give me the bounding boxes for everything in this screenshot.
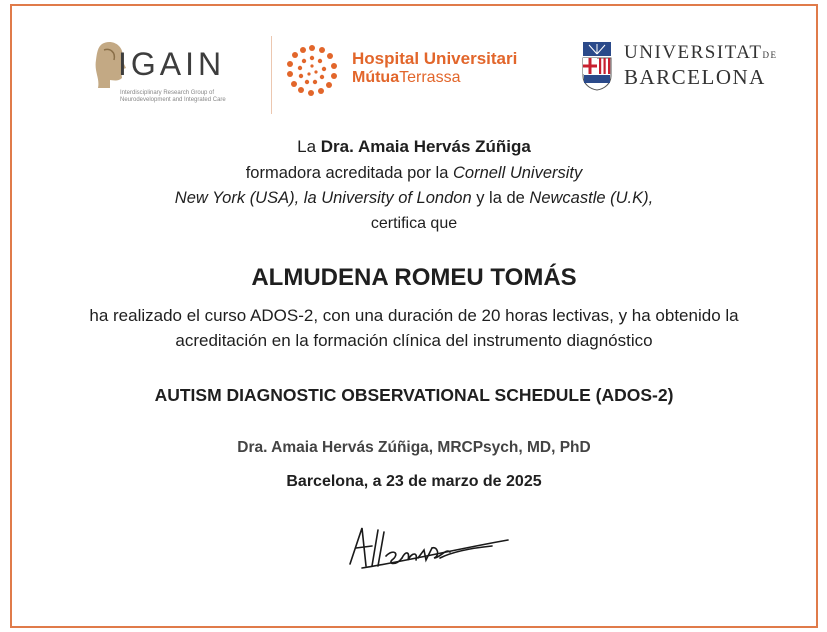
accreditation-line (12, 164, 816, 183)
hospital-logo (284, 44, 544, 96)
certificate-frame (10, 4, 818, 628)
university-name-line2: BARCELONA (624, 65, 766, 89)
recipient-name: ALMUDENA ROMEU TOMÁS (251, 264, 577, 291)
trainer-name: Dra. Amaia Hervás Zúñiga (320, 137, 531, 156)
course-description-line2: acreditación en la formación clínica del instrumento diagnóstico (175, 331, 653, 350)
university-name-line1 (624, 42, 777, 64)
handwritten-signature (342, 518, 512, 588)
universities-italic-1: New York (USA), la University of London (174, 189, 472, 207)
igain-logo (74, 34, 244, 110)
hospital-name-rest: Terrassa (399, 69, 461, 86)
universities-line (12, 189, 816, 208)
intro-line (12, 137, 816, 157)
place-date: Barcelona, a 23 de marzo de 2025 (286, 473, 542, 490)
course-title: AUTISM DIAGNOSTIC OBSERVATIONAL SCHEDULE (ADOS-2) (154, 385, 674, 405)
certifies-line: certifica que (370, 215, 458, 232)
universities-mid: y la de (471, 189, 530, 207)
hospital-name-line2 (352, 69, 460, 87)
cornell-university: Cornell University (452, 164, 583, 182)
course-description-line1: ha realizado el curso ADOS-2, con una duración de 20 horas lectivas, y ha obtenido la (89, 306, 739, 325)
signatory-name: Dra. Amaia Hervás Zúñiga, MRCPsych, MD, PhD (237, 439, 591, 456)
logo-bar (12, 6, 816, 116)
universities-italic-2: Newcastle (U.K), (529, 189, 654, 207)
igain-subtitle (120, 90, 280, 104)
igain-wordmark: IGAIN (118, 46, 226, 82)
university-shield-icon (580, 40, 614, 92)
university-name-de: DE (762, 50, 778, 60)
accreditation-prefix: formadora acreditada por la (245, 164, 453, 182)
intro-prefix: La (297, 137, 321, 156)
hospital-dots-icon (284, 44, 340, 96)
igain-subtitle-line1: Interdisciplinary Research Group of (120, 90, 215, 96)
igain-subtitle-line2: Neurodevelopment and Integrated Care (120, 97, 226, 103)
logo-divider (271, 36, 272, 114)
university-name-main: UNIVERSITAT (624, 42, 763, 63)
hospital-name-bold: Mútua (352, 69, 400, 86)
hospital-name-line1: Hospital Universitari (352, 49, 518, 68)
university-logo (580, 40, 780, 94)
